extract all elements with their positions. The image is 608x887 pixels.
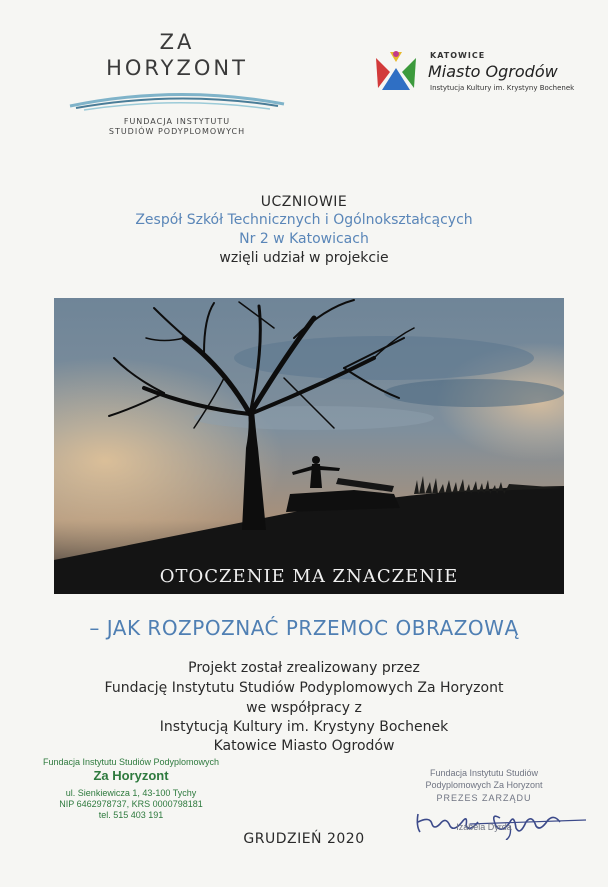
project-photo	[54, 298, 564, 594]
za-horyzont-subtitle-line2: STUDIÓW PODYPLOMOWYCH	[108, 127, 246, 136]
miasto-ogrodow-city: KATOWICE	[430, 51, 486, 60]
body-line-2: Fundację Instytutu Studiów Podyplomowych Za Horyzont	[104, 680, 504, 696]
za-horyzont-subtitle-line1: FUNDACJA INSTYTUTU	[123, 117, 231, 126]
stamp-right-line2: Podyplomowych Za Horyzont	[425, 780, 543, 790]
miasto-ogrodow-flower-icon	[372, 48, 420, 96]
issue-date: GRUDZIEŃ 2020	[243, 831, 365, 847]
miasto-ogrodow-name: Miasto Ogrodów	[428, 62, 558, 81]
za-horyzont-logo-line2: HORYZONT	[106, 56, 248, 80]
stamp-left-line3: ul. Sienkiewicza 1, 43-100 Tychy	[65, 788, 197, 798]
students-heading: UCZNIOWIE	[260, 194, 348, 210]
stamp-right-line4: Izabela Dyrda	[456, 822, 512, 832]
stamp-right-line3: PREZES ZARZĄDU	[436, 793, 532, 803]
stamp-left-line4: NIP 6462978737, KRS 0000798181	[59, 799, 203, 809]
school-name-line2: Nr 2 w Katowicach	[239, 231, 369, 247]
body-line-3: we współpracy z	[246, 700, 362, 716]
project-subtitle: – JAK ROZPOZNAĆ PRZEMOC OBRAZOWĄ	[89, 616, 519, 640]
photo-caption: OTOCZENIE MA ZNACZENIE	[159, 566, 459, 587]
horizon-swoosh-icon	[66, 84, 288, 114]
stamp-left-line5: tel. 515 403 191	[98, 810, 164, 820]
took-part-text: wzięli udział w projekcie	[219, 250, 389, 266]
stamp-right-line1: Fundacja Instytutu Studiów	[429, 768, 539, 778]
stamp-left-line1: Fundacja Instytutu Studiów Podyplomowych	[42, 757, 220, 767]
body-line-4: Instytucją Kultury im. Krystyny Bochenek	[159, 719, 449, 735]
body-line-5: Katowice Miasto Ogrodów	[213, 738, 395, 754]
miasto-ogrodow-institution: Instytucja Kultury im. Krystyny Bochenek	[430, 84, 575, 92]
school-name-line1: Zespół Szkół Technicznych i Ogólnokształcących	[135, 212, 473, 228]
body-line-1: Projekt został zrealizowany przez	[188, 660, 420, 676]
za-horyzont-logo-line1: ZA	[159, 30, 195, 54]
stamp-left-line2: Za Horyzont	[93, 768, 169, 783]
